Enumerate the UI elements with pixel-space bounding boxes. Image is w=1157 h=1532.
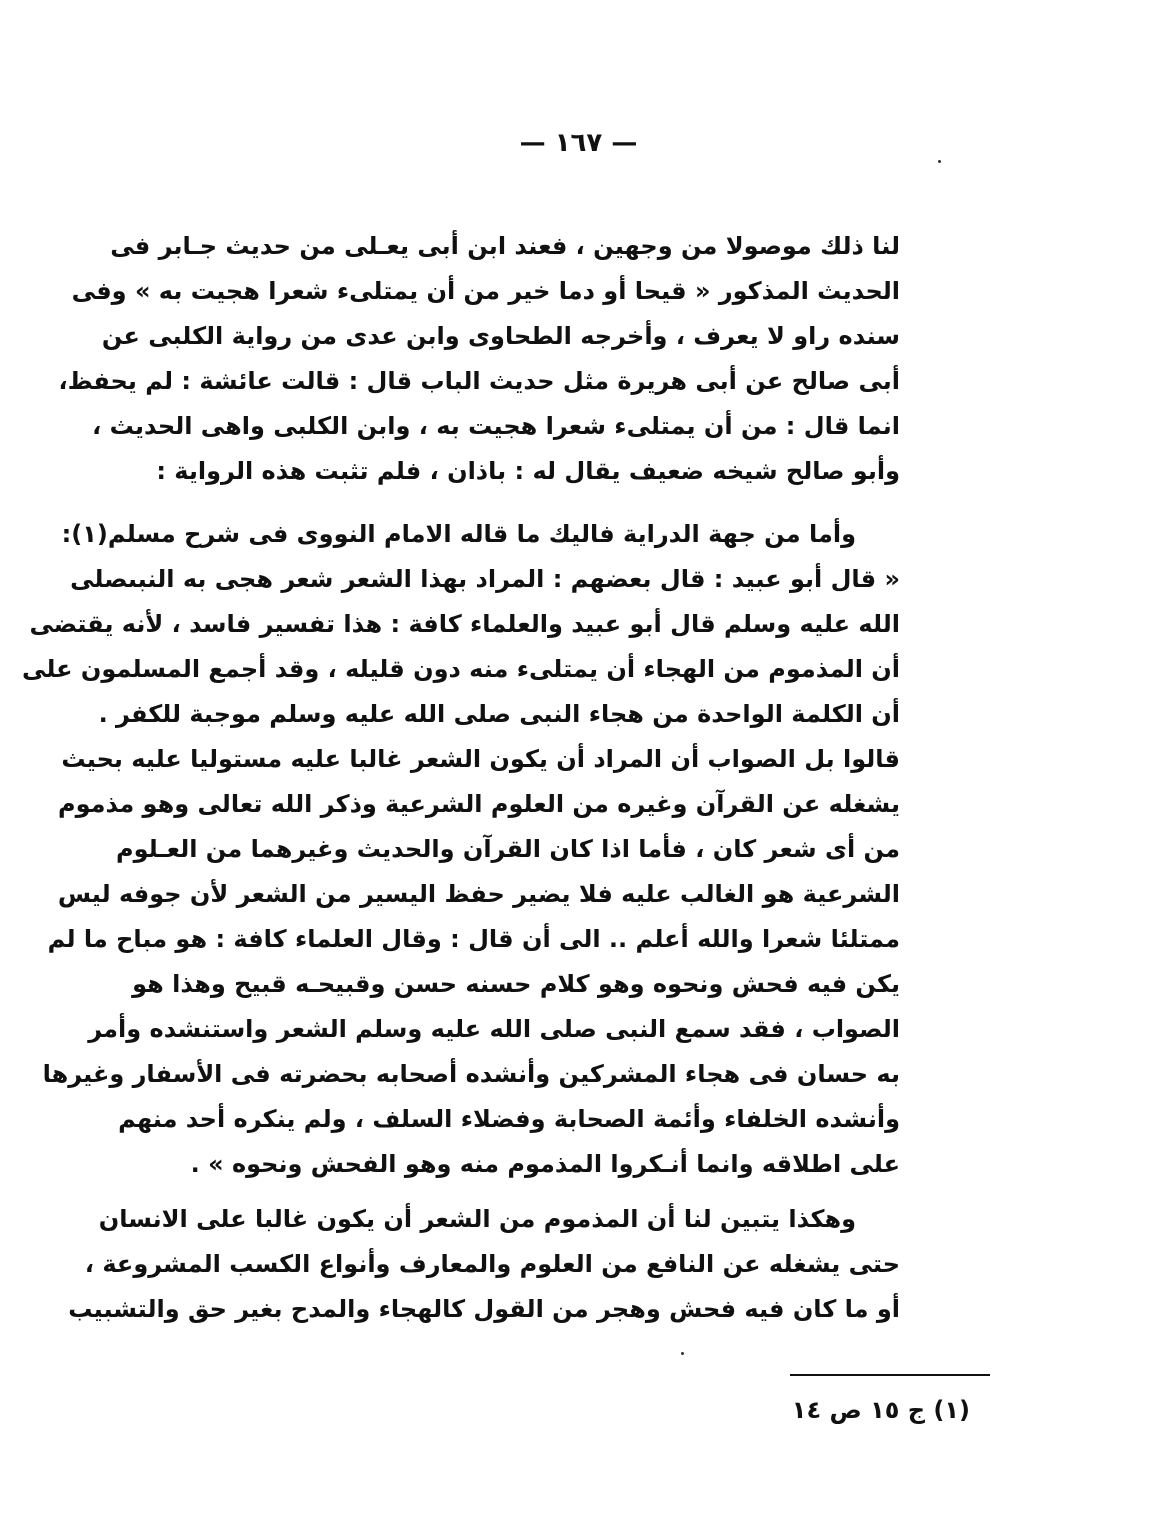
page-number: — ١٦٧ — bbox=[519, 128, 638, 158]
scan-speck bbox=[681, 1352, 684, 1355]
text-line: به حسان فى هجاء المشركين وأنشده أصحابه بحضرته فى الأسفار وغيرها bbox=[42, 1060, 900, 1088]
text-line: الصواب ، فقد سمع النبى صلى الله عليه وسلم الشعر واستنشده وأمر bbox=[88, 1015, 900, 1043]
footnote-divider bbox=[790, 1374, 990, 1376]
text-line: وأما من جهة الدراية فاليك ما قاله الامام النووى فى شرح مسلم(١): bbox=[61, 520, 856, 548]
text-line: وهكذا يتبين لنا أن المذموم من الشعر أن يكون غالبا على الانسان bbox=[98, 1205, 856, 1233]
text-line: حتى يشغله عن النافع من العلوم والمعارف وأنواع الكسب المشروعة ، bbox=[84, 1250, 900, 1278]
paragraph-3 bbox=[68, 1197, 900, 1332]
text-line: « قال أبو عبيد : قال بعضهم : المراد بهذا الشعر شعر هجى به النبىصلى bbox=[70, 565, 900, 593]
text-line: قالوا بل الصواب أن المراد أن يكون الشعر غالبا عليه مستوليا عليه بحيث bbox=[61, 745, 900, 773]
text-line: الشرعية هو الغالب عليه فلا يضير حفظ اليسير من الشعر لأن جوفه ليس bbox=[57, 880, 900, 908]
scan-speck bbox=[938, 160, 941, 163]
text-line: سنده راو لا يعرف ، وأخرجه الطحاوى وابن عدى من رواية الكلبى عن bbox=[101, 322, 900, 350]
text-line: أن المذموم من الهجاء أن يمتلىء منه دون قليله ، وقد أجمع المسلمون على bbox=[22, 655, 900, 683]
paragraph-1 bbox=[58, 224, 900, 494]
text-line: لنا ذلك موصولا من وجهين ، فعند ابن أبى يعـلى من حديث جـابر فى bbox=[110, 232, 900, 260]
body-text bbox=[22, 224, 900, 1332]
footnote: (١) ج ١٥ ص ١٤ bbox=[791, 1396, 970, 1424]
text-line: الله عليه وسلم قال أبو عبيد والعلماء كافة : هذا تفسير فاسد ، لأنه يقتضى bbox=[29, 610, 900, 638]
text-line: يشغله عن القرآن وغيره من العلوم الشرعية وذكر الله تعالى وهو مذموم bbox=[57, 790, 900, 818]
text-line: أو ما كان فيه فحش وهجر من القول كالهجاء والمدح بغير حق والتشبيب bbox=[68, 1295, 900, 1323]
text-line: على اطلاقه وانما أنـكروا المذموم منه وهو الفحش ونحوه » . bbox=[190, 1150, 900, 1178]
text-line: الحديث المذكور « قيحا أو دما خير من أن يمتلىء شعرا هجيت به » وفى bbox=[71, 277, 900, 305]
text-line: من أى شعر كان ، فأما اذا كان القرآن والحديث وغيرهما من العـلوم bbox=[116, 835, 900, 863]
text-line: أن الكلمة الواحدة من هجاء النبى صلى الله عليه وسلم موجبة للكفر . bbox=[98, 700, 900, 728]
text-line: يكن فيه فحش ونحوه وهو كلام حسنه حسن وقبيحـه قبيح وهذا هو bbox=[132, 970, 900, 998]
text-line: انما قال : من أن يمتلىء شعرا هجيت به ، وابن الكلبى واهى الحديث ، bbox=[92, 412, 900, 440]
text-line: أبى صالح عن أبى هريرة مثل حديث الباب قال : قالت عائشة : لم يحفظ، bbox=[58, 367, 900, 395]
text-line: ممتلئا شعرا والله أعلم .. الى أن قال : وقال العلماء كافة : هو مباح ما لم bbox=[47, 925, 900, 953]
paragraph-2 bbox=[22, 512, 900, 1187]
text-line: وأبو صالح شيخه ضعيف يقال له : باذان ، فلم تثبت هذه الرواية : bbox=[156, 457, 900, 485]
text-line: وأنشده الخلفاء وأئمة الصحابة وفضلاء السلف ، ولم ينكره أحد منهم bbox=[118, 1105, 900, 1133]
